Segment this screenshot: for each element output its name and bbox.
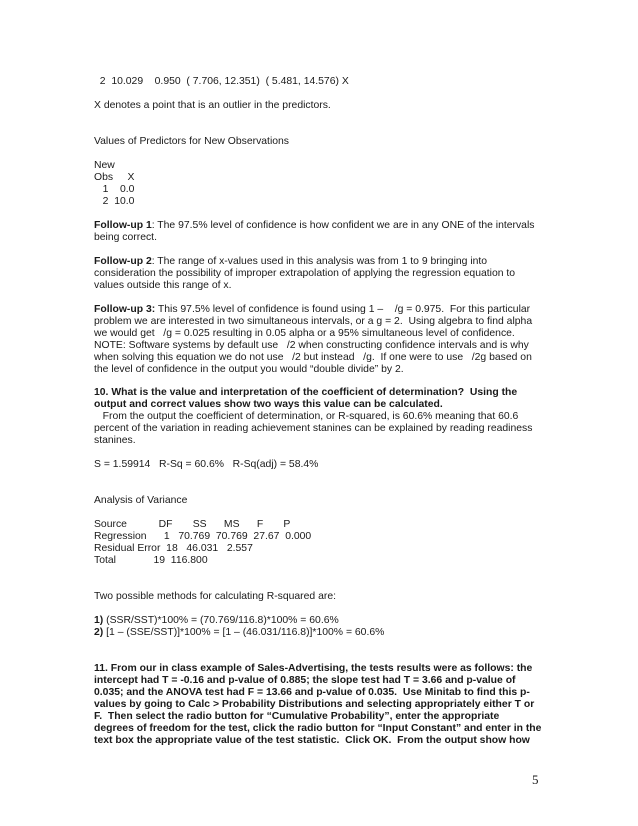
question-11-text: 11. From our in class example of Sales-Advertising, the tests results were as follows: the [94,663,533,674]
page-number: 5 [532,772,539,787]
anova-row-total: Total 19 116.800 [94,555,208,566]
question-11-text: text box the appropriate value of the test statistic. Click OK. From the output show how [94,735,530,746]
followup-3-line: when solving this equation we do not use /2 but instead /g. If one were to use /2g based on [94,352,532,363]
followup-2-line [94,256,487,268]
anova-title: Analysis of Variance [94,495,188,506]
new-observations-row: 2 10.0 [94,196,135,207]
followup-2-text: : The range of x-values used in this analysis was from 1 to 9 bringing into [151,256,488,267]
question-11-text: values by going to Calc > Probability Distributions and selecting appropriately either T or [94,699,535,710]
question-10-heading: 10. What is the value and interpretation of the coefficient of determination? Using the [94,387,518,398]
followup-1-label: Follow-up 1 [94,220,152,231]
question-11-text: F. Then select the radio button for “Cumulative Probability”, enter the appropriate [94,711,500,722]
method-1-text: (SSR/SST)*100% = (70.769/116.8)*100% = 60.6% [103,615,339,626]
followup-3-line: problem we are interested in two simultaneous intervals, or a g = 2. Using algebra to find alpha [94,316,533,327]
question-10-heading: output and correct values show two ways this value can be calculated. [94,399,443,410]
followup-1-line [94,220,534,232]
followup-1-text: : The 97.5% level of confidence is how confident we are in any ONE of the intervals [151,220,535,231]
question-10-answer: From the output the coefficient of determination, or R-squared, is 60.6% meaning that 60.6 [94,411,519,422]
followup-2-label: Follow-up 2 [94,256,152,267]
new-observations-header-obs: Obs X [94,172,135,183]
followup-3-line: we would get /g = 0.025 resulting in 0.05 alpha or a 95% simultaneous level of confidence. [94,328,515,339]
method-2-number: 2) [94,627,104,638]
question-10-answer: percent of the variation in reading achievement stanines can be explained by reading readiness [94,423,533,434]
method-2 [94,627,384,639]
question-10-answer: stanines. [94,435,136,446]
question-11-text: 0.035; and the ANOVA test had F = 13.66 and p-value of 0.035. Use Minitab to find this p- [94,687,530,698]
followup-3-text: This 97.5% level of confidence is found using 1 – /g = 0.975. For this particular [155,304,531,315]
question-11-text: intercept had T = -0.16 and p-value of 0.885; the slope test had T = 3.66 and p-value of [94,675,516,686]
followup-3-line: NOTE: Software systems by default use /2 when constructing confidence intervals and is why [94,340,529,351]
question-11-text: degrees of freedom for the test, click the radio button for “Input Constant” and enter in the [94,723,542,734]
followup-2-line: consideration the possibility of improper extrapolation of applying the regression equation to [94,268,516,279]
model-summary-line: S = 1.59914 R-Sq = 60.6% R-Sq(adj) = 58.4% [94,459,319,470]
anova-header: Source DF SS MS F P [94,519,291,530]
new-observations-title: Values of Predictors for New Observations [94,136,290,147]
followup-2-line: values outside this range of x. [94,280,232,291]
new-observations-row: 1 0.0 [94,184,135,195]
followup-3-line: the level of confidence in the output you would “double divide” by 2. [94,364,404,375]
methods-intro: Two possible methods for calculating R-squared are: [94,591,336,602]
new-observations-header-new: New [94,160,115,171]
method-1 [94,615,339,627]
followup-3-label: Follow-up 3: [94,304,156,315]
outlier-note: X denotes a point that is an outlier in the predictors. [94,100,331,111]
minitab-prediction-row: 2 10.029 0.950 ( 7.706, 12.351) ( 5.481, 14.576) X [94,76,349,87]
followup-3-line [94,304,530,316]
method-2-text: [1 – (SSE/SST)]*100% = [1 – (46.031/116.8)]*100% = 60.6% [103,627,385,638]
anova-row-residual: Residual Error 18 46.031 2.557 [94,543,253,554]
anova-row-regression: Regression 1 70.769 70.769 27.67 0.000 [94,531,312,542]
method-1-number: 1) [94,615,104,626]
followup-1-line: being correct. [94,232,157,243]
